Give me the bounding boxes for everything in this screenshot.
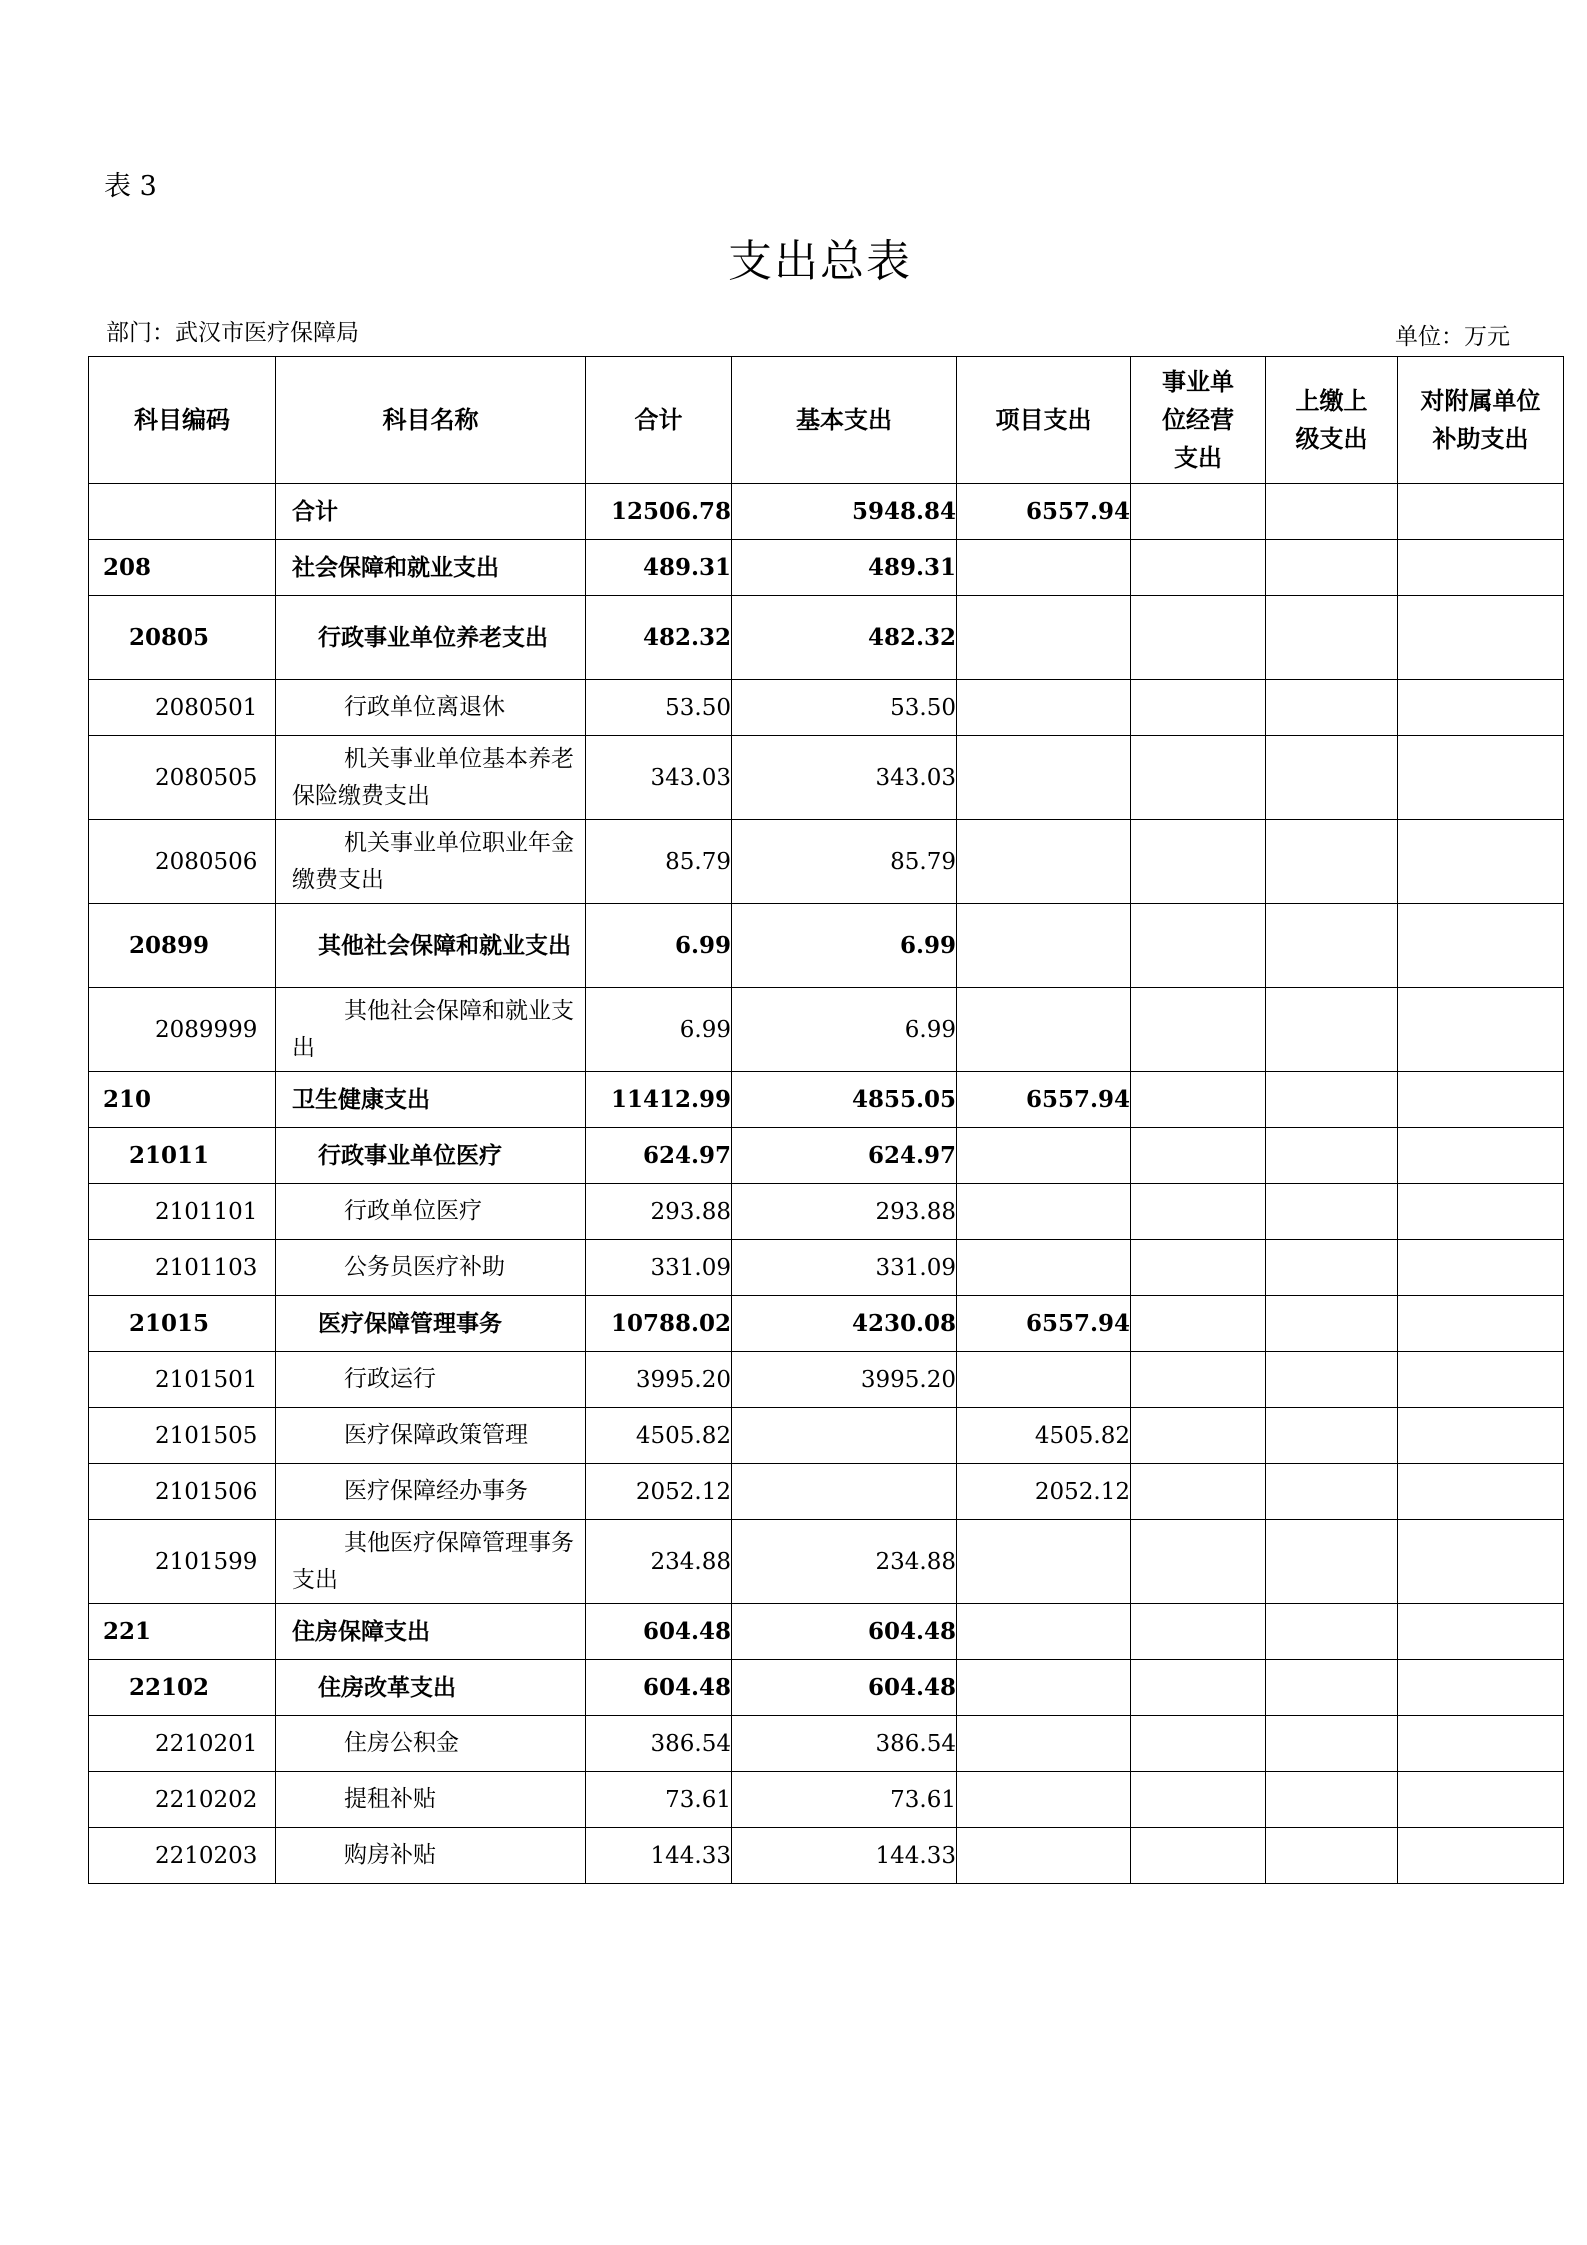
cell-project: 6557.94 [957, 484, 1131, 540]
header-name: 科目名称 [276, 357, 586, 484]
cell-upper [1266, 1828, 1398, 1884]
cell-upper [1266, 1408, 1398, 1464]
cell-total: 234.88 [586, 1520, 732, 1604]
table-row [89, 988, 1564, 1072]
cell-subsidy [1398, 736, 1564, 820]
header-subsidy: 对附属单位补助支出 [1398, 357, 1564, 484]
cell-business [1131, 736, 1266, 820]
cell-project: 6557.94 [957, 1296, 1131, 1352]
cell-basic: 53.50 [732, 680, 957, 736]
cell-basic [732, 1464, 957, 1520]
cell-code: 2101505 [89, 1408, 276, 1464]
cell-business [1131, 1828, 1266, 1884]
cell-project: 2052.12 [957, 1464, 1131, 1520]
cell-project [957, 1128, 1131, 1184]
cell-code: 2080505 [89, 736, 276, 820]
cell-business [1131, 1520, 1266, 1604]
cell-code: 210 [89, 1072, 276, 1128]
cell-business [1131, 484, 1266, 540]
header-upper: 上缴上级支出 [1266, 357, 1398, 484]
page-title: 支出总表 [728, 236, 912, 287]
table-row [89, 1296, 1564, 1352]
cell-subsidy [1398, 1716, 1564, 1772]
cell-subsidy [1398, 1660, 1564, 1716]
cell-total: 53.50 [586, 680, 732, 736]
cell-business [1131, 540, 1266, 596]
cell-total: 343.03 [586, 736, 732, 820]
cell-basic: 73.61 [732, 1772, 957, 1828]
cell-project: 4505.82 [957, 1408, 1131, 1464]
cell-upper [1266, 540, 1398, 596]
cell-business [1131, 680, 1266, 736]
cell-basic: 343.03 [732, 736, 957, 820]
cell-upper [1266, 1604, 1398, 1660]
cell-basic: 4230.08 [732, 1296, 957, 1352]
table-body [89, 484, 1564, 1884]
table-row [89, 484, 1564, 540]
header-project: 项目支出 [957, 357, 1131, 484]
cell-code: 2101599 [89, 1520, 276, 1604]
cell-name: 住房保障支出 [276, 1604, 586, 1660]
cell-business [1131, 596, 1266, 680]
cell-subsidy [1398, 1772, 1564, 1828]
cell-subsidy [1398, 1352, 1564, 1408]
cell-upper [1266, 1352, 1398, 1408]
cell-basic: 3995.20 [732, 1352, 957, 1408]
cell-business [1131, 904, 1266, 988]
cell-upper [1266, 1772, 1398, 1828]
cell-upper [1266, 1716, 1398, 1772]
cell-business [1131, 1184, 1266, 1240]
cell-basic: 482.32 [732, 596, 957, 680]
header-code: 科目编码 [89, 357, 276, 484]
cell-code: 20805 [89, 596, 276, 680]
cell-code: 2089999 [89, 988, 276, 1072]
cell-upper [1266, 1072, 1398, 1128]
cell-project [957, 904, 1131, 988]
cell-code: 2101103 [89, 1240, 276, 1296]
cell-total: 293.88 [586, 1184, 732, 1240]
cell-basic: 85.79 [732, 820, 957, 904]
cell-upper [1266, 1240, 1398, 1296]
table-row [89, 1408, 1564, 1464]
cell-total: 604.48 [586, 1660, 732, 1716]
table-row [89, 596, 1564, 680]
cell-total: 4505.82 [586, 1408, 732, 1464]
cell-basic: 234.88 [732, 1520, 957, 1604]
cell-subsidy [1398, 1296, 1564, 1352]
table-row [89, 1828, 1564, 1884]
cell-total: 2052.12 [586, 1464, 732, 1520]
expenditure-table [88, 356, 1564, 1884]
cell-basic: 6.99 [732, 904, 957, 988]
cell-total: 12506.78 [586, 484, 732, 540]
table-header-row [89, 357, 1564, 484]
header-business: 事业单位经营支出 [1131, 357, 1266, 484]
cell-total: 10788.02 [586, 1296, 732, 1352]
cell-upper [1266, 904, 1398, 988]
cell-name: 机关事业单位基本养老保险缴费支出 [276, 736, 586, 820]
cell-upper [1266, 1520, 1398, 1604]
cell-basic: 331.09 [732, 1240, 957, 1296]
cell-total: 386.54 [586, 1716, 732, 1772]
cell-business [1131, 1352, 1266, 1408]
cell-project [957, 1520, 1131, 1604]
table-row [89, 680, 1564, 736]
cell-subsidy [1398, 1604, 1564, 1660]
cell-business [1131, 1772, 1266, 1828]
cell-basic: 386.54 [732, 1716, 957, 1772]
cell-basic: 6.99 [732, 988, 957, 1072]
cell-code: 2210201 [89, 1716, 276, 1772]
cell-project [957, 596, 1131, 680]
cell-business [1131, 1604, 1266, 1660]
cell-subsidy [1398, 540, 1564, 596]
cell-total: 624.97 [586, 1128, 732, 1184]
cell-subsidy [1398, 596, 1564, 680]
cell-project [957, 736, 1131, 820]
cell-subsidy [1398, 1184, 1564, 1240]
cell-code: 2101501 [89, 1352, 276, 1408]
cell-name: 住房公积金 [276, 1716, 586, 1772]
cell-code: 2210203 [89, 1828, 276, 1884]
cell-name: 行政运行 [276, 1352, 586, 1408]
cell-name: 其他医疗保障管理事务支出 [276, 1520, 586, 1604]
cell-subsidy [1398, 988, 1564, 1072]
cell-name: 行政单位医疗 [276, 1184, 586, 1240]
cell-basic: 489.31 [732, 540, 957, 596]
cell-subsidy [1398, 1072, 1564, 1128]
table-row [89, 1772, 1564, 1828]
cell-project [957, 1772, 1131, 1828]
cell-project [957, 988, 1131, 1072]
cell-basic: 4855.05 [732, 1072, 957, 1128]
table-row [89, 1604, 1564, 1660]
cell-basic [732, 1408, 957, 1464]
cell-code: 2101506 [89, 1464, 276, 1520]
cell-upper [1266, 484, 1398, 540]
cell-total: 482.32 [586, 596, 732, 680]
cell-business [1131, 820, 1266, 904]
cell-basic: 624.97 [732, 1128, 957, 1184]
table-row [89, 1520, 1564, 1604]
cell-upper [1266, 1128, 1398, 1184]
cell-total: 6.99 [586, 988, 732, 1072]
cell-business [1131, 1660, 1266, 1716]
table-row [89, 736, 1564, 820]
table-row [89, 1240, 1564, 1296]
cell-name: 卫生健康支出 [276, 1072, 586, 1128]
header-basic: 基本支出 [732, 357, 957, 484]
department-label: 部门：武汉市医疗保障局 [106, 320, 359, 346]
cell-name: 行政事业单位养老支出 [276, 596, 586, 680]
cell-upper [1266, 1660, 1398, 1716]
cell-name: 其他社会保障和就业支出 [276, 988, 586, 1072]
cell-subsidy [1398, 484, 1564, 540]
cell-business [1131, 1072, 1266, 1128]
cell-project [957, 1660, 1131, 1716]
cell-name: 行政事业单位医疗 [276, 1128, 586, 1184]
cell-name: 合计 [276, 484, 586, 540]
cell-subsidy [1398, 1520, 1564, 1604]
cell-name: 住房改革支出 [276, 1660, 586, 1716]
cell-name: 医疗保障经办事务 [276, 1464, 586, 1520]
cell-basic: 293.88 [732, 1184, 957, 1240]
table-row [89, 820, 1564, 904]
cell-upper [1266, 988, 1398, 1072]
cell-basic: 5948.84 [732, 484, 957, 540]
cell-code [89, 484, 276, 540]
cell-code: 20899 [89, 904, 276, 988]
cell-upper [1266, 1296, 1398, 1352]
table-row [89, 1352, 1564, 1408]
cell-business [1131, 1296, 1266, 1352]
cell-business [1131, 1716, 1266, 1772]
cell-total: 3995.20 [586, 1352, 732, 1408]
cell-upper [1266, 820, 1398, 904]
cell-project [957, 820, 1131, 904]
cell-project [957, 680, 1131, 736]
cell-business [1131, 1240, 1266, 1296]
cell-code: 2101101 [89, 1184, 276, 1240]
cell-project [957, 1352, 1131, 1408]
cell-code: 21015 [89, 1296, 276, 1352]
table-row [89, 904, 1564, 988]
cell-upper [1266, 1184, 1398, 1240]
cell-basic: 144.33 [732, 1828, 957, 1884]
cell-name: 医疗保障管理事务 [276, 1296, 586, 1352]
cell-code: 2080501 [89, 680, 276, 736]
cell-upper [1266, 596, 1398, 680]
cell-project [957, 1716, 1131, 1772]
cell-total: 85.79 [586, 820, 732, 904]
header-total: 合计 [586, 357, 732, 484]
cell-subsidy [1398, 820, 1564, 904]
cell-name: 机关事业单位职业年金缴费支出 [276, 820, 586, 904]
cell-subsidy [1398, 680, 1564, 736]
cell-name: 购房补贴 [276, 1828, 586, 1884]
cell-name: 行政单位离退休 [276, 680, 586, 736]
cell-subsidy [1398, 1240, 1564, 1296]
cell-code: 21011 [89, 1128, 276, 1184]
cell-basic: 604.48 [732, 1660, 957, 1716]
cell-total: 144.33 [586, 1828, 732, 1884]
table-row [89, 540, 1564, 596]
cell-business [1131, 1464, 1266, 1520]
cell-basic: 604.48 [732, 1604, 957, 1660]
cell-code: 2080506 [89, 820, 276, 904]
cell-total: 6.99 [586, 904, 732, 988]
cell-total: 604.48 [586, 1604, 732, 1660]
cell-upper [1266, 680, 1398, 736]
cell-name: 公务员医疗补助 [276, 1240, 586, 1296]
cell-project [957, 1828, 1131, 1884]
cell-code: 22102 [89, 1660, 276, 1716]
unit-label: 单位：万元 [1395, 324, 1510, 350]
cell-project [957, 540, 1131, 596]
cell-code: 208 [89, 540, 276, 596]
cell-project [957, 1604, 1131, 1660]
cell-project: 6557.94 [957, 1072, 1131, 1128]
cell-project [957, 1240, 1131, 1296]
cell-business [1131, 1128, 1266, 1184]
cell-subsidy [1398, 904, 1564, 988]
cell-name: 医疗保障政策管理 [276, 1408, 586, 1464]
cell-upper [1266, 736, 1398, 820]
table-row [89, 1072, 1564, 1128]
cell-total: 331.09 [586, 1240, 732, 1296]
cell-subsidy [1398, 1828, 1564, 1884]
cell-name: 提租补贴 [276, 1772, 586, 1828]
table-row [89, 1660, 1564, 1716]
table-row [89, 1128, 1564, 1184]
table-label: 表 3 [104, 171, 157, 202]
cell-subsidy [1398, 1128, 1564, 1184]
cell-business [1131, 988, 1266, 1072]
cell-project [957, 1184, 1131, 1240]
table-row [89, 1184, 1564, 1240]
table-row [89, 1716, 1564, 1772]
cell-subsidy [1398, 1464, 1564, 1520]
cell-name: 其他社会保障和就业支出 [276, 904, 586, 988]
cell-total: 11412.99 [586, 1072, 732, 1128]
cell-code: 2210202 [89, 1772, 276, 1828]
cell-name: 社会保障和就业支出 [276, 540, 586, 596]
cell-upper [1266, 1464, 1398, 1520]
table-row [89, 1464, 1564, 1520]
cell-total: 489.31 [586, 540, 732, 596]
cell-subsidy [1398, 1408, 1564, 1464]
cell-total: 73.61 [586, 1772, 732, 1828]
cell-code: 221 [89, 1604, 276, 1660]
cell-business [1131, 1408, 1266, 1464]
